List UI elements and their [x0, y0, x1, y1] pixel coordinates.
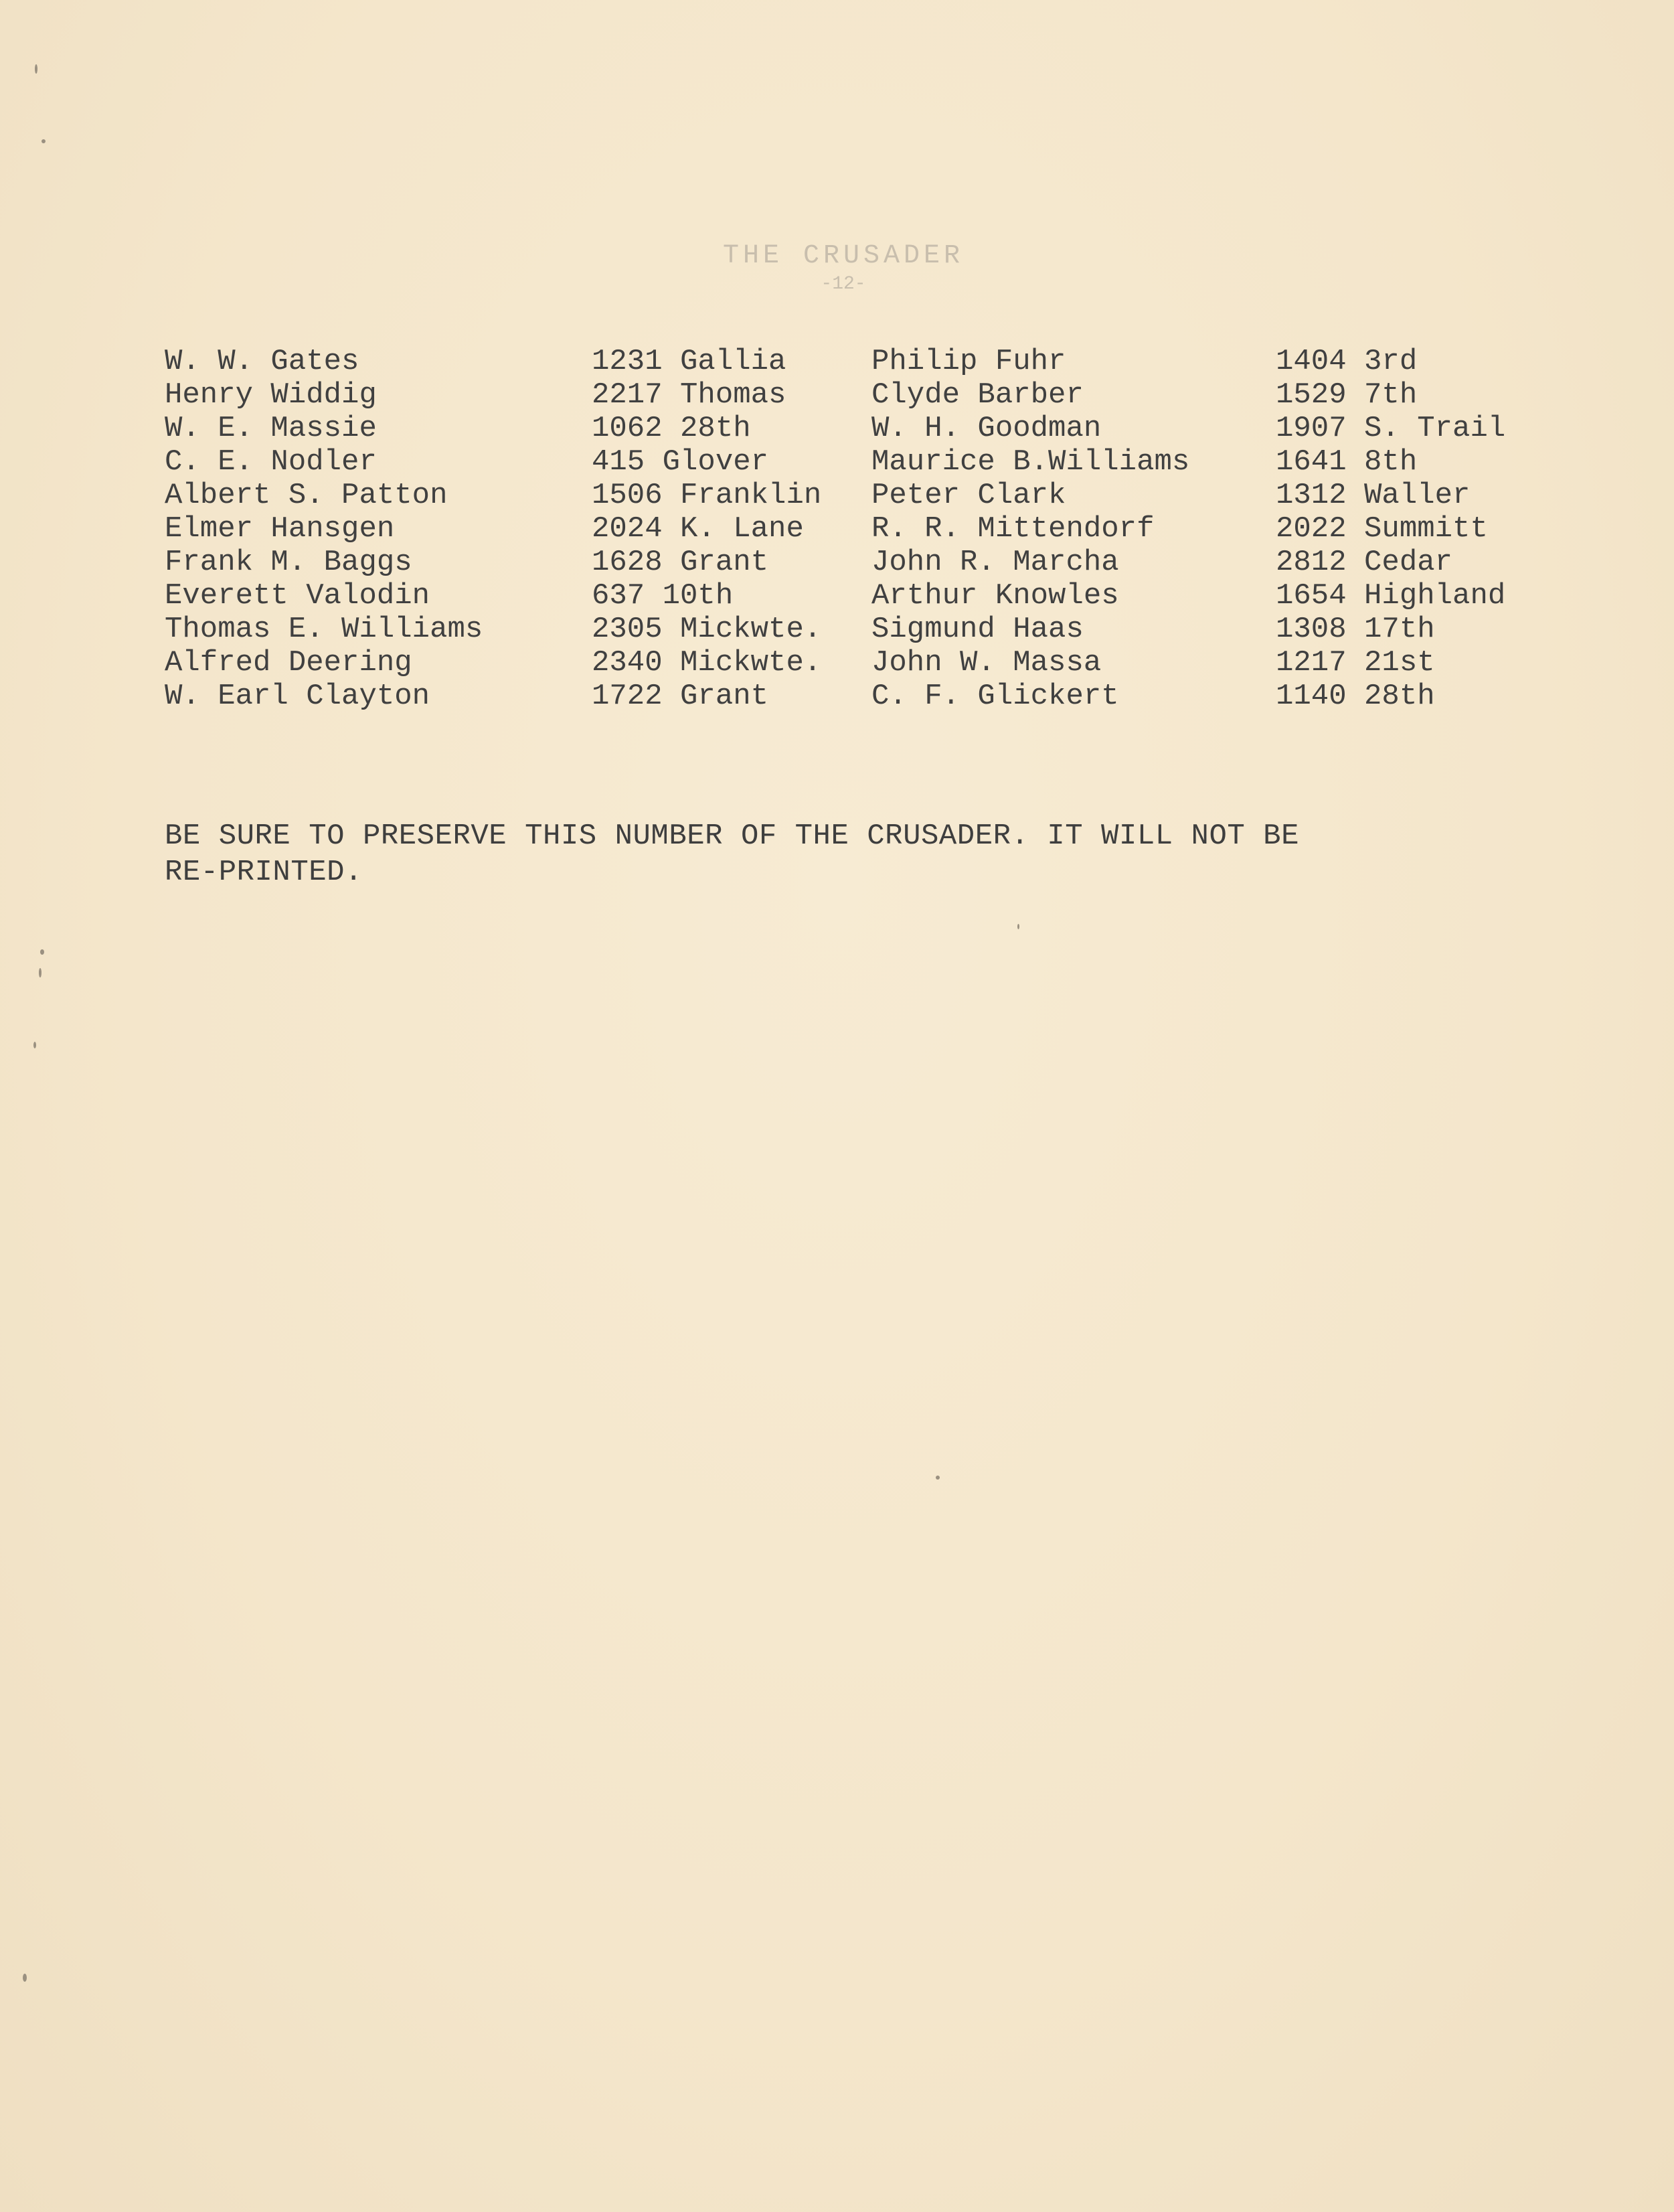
paper-speck	[23, 1974, 27, 1982]
member-name: Alfred Deering	[165, 646, 412, 680]
member-name: W. W. Gates	[165, 345, 359, 378]
member-address: 1062 28th	[592, 412, 751, 445]
member-name: W. H. Goodman	[871, 412, 1102, 445]
member-name: Philip Fuhr	[871, 345, 1066, 378]
member-address: 1654 Highland	[1276, 579, 1506, 613]
member-name: Elmer Hansgen	[165, 512, 395, 546]
member-address: 1404 3rd	[1276, 345, 1418, 378]
preserve-notice	[165, 818, 1570, 890]
member-address: 1312 Waller	[1276, 479, 1471, 512]
member-name: C. F. Glickert	[871, 680, 1119, 713]
member-name: Peter Clark	[871, 479, 1066, 512]
member-address: 1217 21st	[1276, 646, 1435, 680]
member-name: John R. Marcha	[871, 546, 1119, 579]
member-name: C. E. Nodler	[165, 445, 377, 479]
member-address: 2305 Mickwte.	[592, 613, 822, 646]
member-name: Arthur Knowles	[871, 579, 1119, 613]
member-address: 1140 28th	[1276, 680, 1435, 713]
paper-speck	[39, 968, 41, 977]
paper-speck	[40, 949, 44, 955]
member-name: Thomas E. Williams	[165, 613, 483, 646]
member-name: Henry Widdig	[165, 378, 377, 412]
member-address: 415 Glover	[592, 445, 769, 479]
member-name: Albert S. Patton	[165, 479, 448, 512]
member-address: 1907 S. Trail	[1276, 412, 1506, 445]
member-name: Clyde Barber	[871, 378, 1084, 412]
paper-speck	[35, 64, 37, 74]
page-header	[669, 241, 1017, 295]
member-address: 1722 Grant	[592, 680, 769, 713]
member-name: R. R. Mittendorf	[871, 512, 1155, 546]
member-address: 1628 Grant	[592, 546, 769, 579]
paper-speck	[41, 139, 46, 143]
member-address: 637 10th	[592, 579, 734, 613]
member-name: Everett Valodin	[165, 579, 430, 613]
member-name: Sigmund Haas	[871, 613, 1084, 646]
member-address: 1231 Gallia	[592, 345, 786, 378]
member-address: 1641 8th	[1276, 445, 1418, 479]
newsletter-title: THE CRUSADER	[722, 241, 965, 271]
notice-line: BE SURE TO PRESERVE THIS NUMBER OF THE CRUSADER. IT WILL NOT BE	[165, 819, 1299, 853]
member-address: 1529 7th	[1276, 378, 1418, 412]
member-name: Maurice B.Williams	[871, 445, 1190, 479]
member-address: 2812 Cedar	[1276, 546, 1453, 579]
member-name: John W. Massa	[871, 646, 1102, 680]
member-address: 1308 17th	[1276, 613, 1435, 646]
paper-speck	[936, 1476, 940, 1480]
member-address: 2217 Thomas	[592, 378, 786, 412]
member-name: W. E. Massie	[165, 412, 377, 445]
member-address: 2024 K. Lane	[592, 512, 804, 546]
notice-line: RE-PRINTED.	[165, 856, 363, 889]
member-address: 2022 Summitt	[1276, 512, 1488, 546]
paper-speck	[1017, 924, 1019, 929]
member-name: W. Earl Clayton	[165, 680, 430, 713]
paper-speck	[33, 1042, 36, 1048]
member-address: 2340 Mickwte.	[592, 646, 822, 680]
page-number: -12-	[821, 274, 866, 295]
member-address: 1506 Franklin	[592, 479, 822, 512]
member-name: Frank M. Baggs	[165, 546, 412, 579]
